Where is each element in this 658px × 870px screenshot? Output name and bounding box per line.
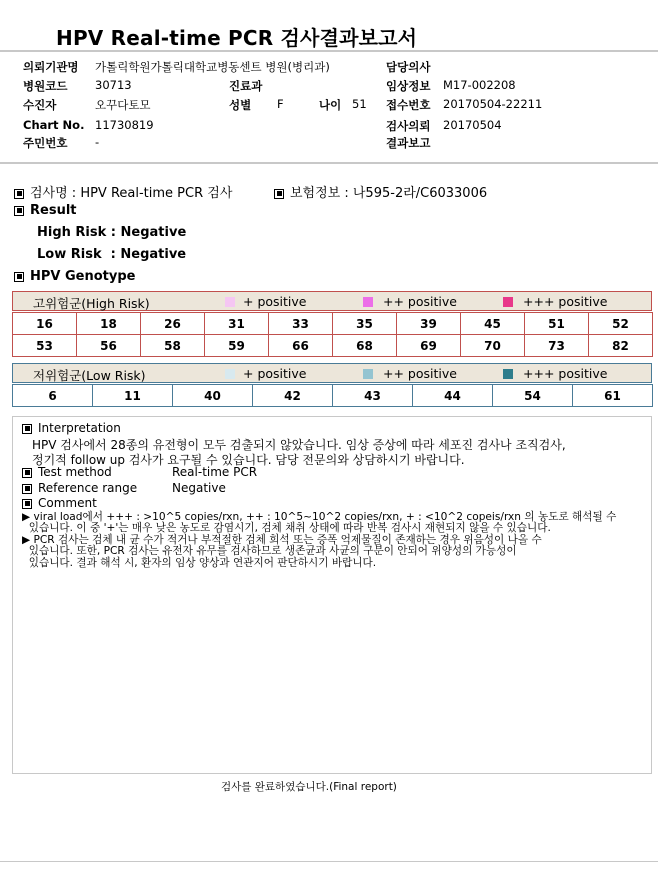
sex-label: 성별 (229, 98, 252, 112)
comment-line: ▶ viral load에서 +++ : >10^5 copies/rxn, ++ : 10^5~10^2 copies/rxn, + : <10^2 copeis/rxn 의 농도로 해석될 수 (22, 511, 617, 523)
bottom-divider (0, 861, 658, 862)
info-divider (0, 162, 658, 164)
comment-label: Comment (22, 496, 97, 510)
chart-value: 11730819 (95, 118, 154, 132)
comment-line: 있습니다. 이 중 '+'는 매우 낮은 농도로 감염시기, 검체 채취 상태에 따라 반복 검사시 재현되지 않을 수 있습니다. (22, 522, 551, 534)
test-name: 검사명 : HPV Real-time PCR 검사 (14, 182, 232, 201)
genotype-cell: 51 (525, 313, 589, 335)
code-label: 병원코드 (23, 79, 68, 93)
method-value: Real-time PCR (172, 465, 258, 479)
comment-line: 있습니다. 결과 해석 시, 환자의 임상 양상과 연관지어 판단하시기 바랍니다. (22, 557, 377, 569)
genotype-cell: 70 (461, 335, 525, 357)
low-risk-legend (12, 363, 652, 383)
genotype-cell: 11 (93, 385, 173, 407)
genotype-cell: 66 (269, 335, 333, 357)
legend-swatch-plus (225, 297, 235, 307)
genotype-cell: 39 (397, 313, 461, 335)
range-value: Negative (172, 481, 226, 495)
checkbox-icon (274, 189, 284, 199)
interpretation-label: Interpretation (22, 421, 121, 435)
method-label: Test method (22, 465, 112, 479)
clinical-label: 임상정보 (386, 79, 431, 93)
genotype-cell: 56 (77, 335, 141, 357)
genotype-heading: HPV Genotype (14, 269, 135, 284)
low-risk-label: 저위험군(Low Risk) (33, 368, 146, 383)
genotype-cell: 35 (333, 313, 397, 335)
high-risk-result: High Risk : Negative (37, 225, 187, 240)
result-report-label: 결과보고 (386, 136, 431, 150)
legend-plus3: +++ positive (523, 294, 608, 309)
genotype-cell: 52 (589, 313, 653, 335)
age-value: 51 (352, 97, 367, 111)
report-title: HPV Real-time PCR 검사결과보고서 (56, 26, 418, 50)
genotype-cell: 33 (269, 313, 333, 335)
checkbox-icon (14, 206, 24, 216)
checkbox-icon (22, 468, 32, 478)
genotype-cell: 53 (13, 335, 77, 357)
comment-line: ▶ PCR 검사는 검체 내 균 수가 적거나 부적절한 검체 희석 또는 증폭 억제물질이 존재하는 경우 위음성이 나올 수 (22, 534, 542, 546)
request-value: 20170504 (443, 118, 502, 132)
patient-label: 수진자 (23, 98, 57, 112)
code-value: 30713 (95, 78, 132, 92)
legend-swatch-plus (225, 369, 235, 379)
legend-plus2: ++ positive (383, 294, 457, 309)
interpretation-line2: 정기적 follow up 검사가 요구될 수 있습니다. 담당 전문의와 상담하시기 바랍니다. (32, 453, 465, 467)
legend-swatch-plus3 (503, 369, 513, 379)
insurance-info: 보험정보 : 나595-2라/C6033006 (274, 182, 487, 201)
clinical-value: M17-002208 (443, 78, 516, 92)
legend-swatch-plus3 (503, 297, 513, 307)
range-label: Reference range (22, 481, 137, 495)
idno-label: 주민번호 (23, 136, 68, 150)
low-risk-table (12, 384, 653, 407)
genotype-cell: 16 (13, 313, 77, 335)
table-row (13, 313, 653, 335)
legend-swatch-plus2 (363, 297, 373, 307)
genotype-cell: 68 (333, 335, 397, 357)
table-row (13, 385, 653, 407)
genotype-cell: 44 (413, 385, 493, 407)
comment-line: 있습니다. 또한, PCR 검사는 유전자 유무를 검사하므로 생존균과 사균의 구분이 안되어 위양성의 가능성이 (22, 545, 517, 557)
genotype-cell: 61 (573, 385, 653, 407)
doctor-label: 담당의사 (386, 60, 431, 74)
genotype-cell: 26 (141, 313, 205, 335)
checkbox-icon (22, 484, 32, 494)
title-divider (0, 50, 658, 52)
high-risk-label: 고위험군(High Risk) (33, 296, 150, 311)
legend-plus3: +++ positive (523, 366, 608, 381)
patient-value: 오꾸다토모 (95, 98, 151, 112)
dept-label: 진료과 (229, 79, 263, 93)
low-risk-result: Low Risk : Negative (37, 247, 187, 262)
genotype-cell: 6 (13, 385, 93, 407)
interpretation-line1: HPV 검사에서 28종의 유전형이 모두 검출되지 않았습니다. 임상 증상에 따라 세포진 검사나 조직검사, (32, 438, 566, 452)
genotype-cell: 31 (205, 313, 269, 335)
genotype-cell: 40 (173, 385, 253, 407)
genotype-cell: 73 (525, 335, 589, 357)
checkbox-icon (22, 424, 32, 434)
genotype-cell: 59 (205, 335, 269, 357)
result-heading: Result (14, 203, 77, 218)
sex-value: F (277, 97, 284, 111)
final-report-note: 검사를 완료하였습니다.(Final report) (221, 781, 397, 793)
checkbox-icon (22, 499, 32, 509)
receipt-label: 접수번호 (386, 98, 431, 112)
high-risk-legend (12, 291, 652, 311)
legend-plus: + positive (243, 294, 307, 309)
genotype-cell: 54 (493, 385, 573, 407)
legend-plus2: ++ positive (383, 366, 457, 381)
receipt-value: 20170504-22211 (443, 97, 543, 111)
genotype-cell: 69 (397, 335, 461, 357)
genotype-cell: 45 (461, 313, 525, 335)
genotype-cell: 43 (333, 385, 413, 407)
checkbox-icon (14, 272, 24, 282)
genotype-cell: 82 (589, 335, 653, 357)
chart-label: Chart No. (23, 118, 85, 132)
checkbox-icon (14, 189, 24, 199)
org-value: 가톨릭학원가톨릭대학교병동센트 병원(병리과) (95, 60, 330, 74)
request-label: 검사의뢰 (386, 119, 431, 133)
org-label: 의뢰기관명 (23, 60, 79, 74)
genotype-cell: 18 (77, 313, 141, 335)
age-label: 나이 (319, 98, 342, 112)
genotype-cell: 42 (253, 385, 333, 407)
legend-swatch-plus2 (363, 369, 373, 379)
legend-plus: + positive (243, 366, 307, 381)
idno-value: - (95, 135, 100, 149)
high-risk-table (12, 312, 653, 357)
table-row (13, 335, 653, 357)
genotype-cell: 58 (141, 335, 205, 357)
